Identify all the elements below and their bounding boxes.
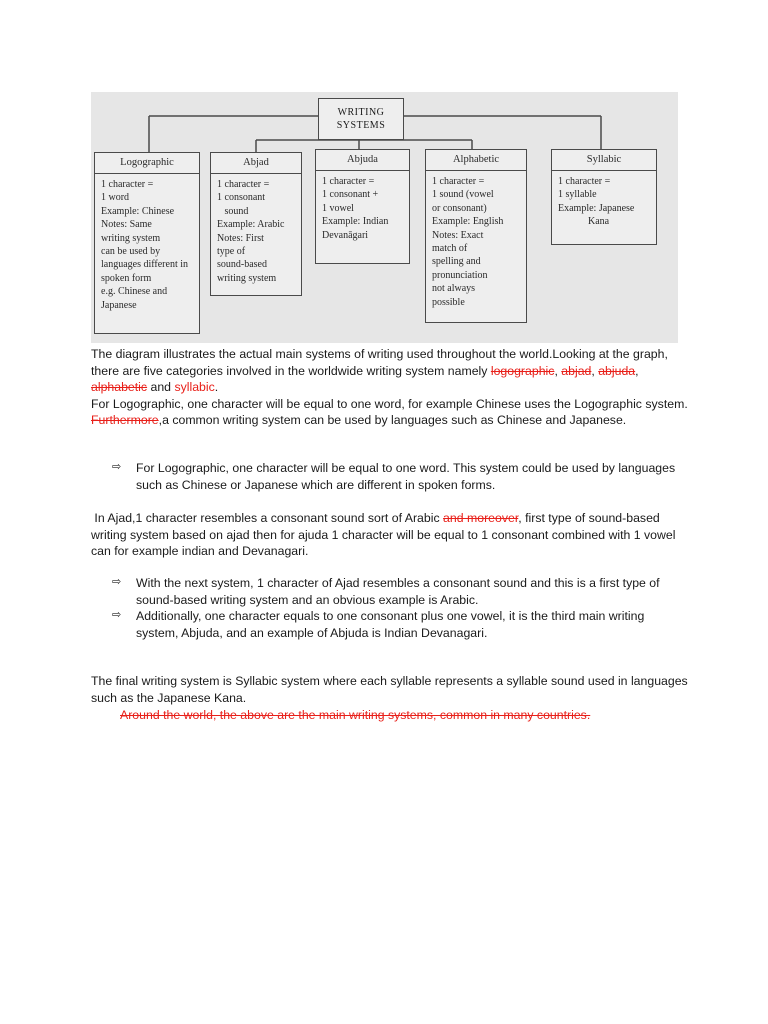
alphabetic-box xyxy=(425,149,527,323)
logographic-body xyxy=(95,174,199,312)
box-line: 1 vowel xyxy=(322,202,354,214)
box-line: not always xyxy=(432,283,476,295)
box-line: writing system xyxy=(101,232,161,244)
box-line: Example: Indian xyxy=(322,216,389,228)
box-line: pronunciation xyxy=(432,269,488,281)
box-line: writing system xyxy=(217,272,277,284)
abjad-box xyxy=(210,152,302,296)
box-line: match of xyxy=(432,243,468,255)
writing-systems-diagram xyxy=(91,92,678,343)
struck-furthermore: Furthermore xyxy=(91,413,159,428)
period: . xyxy=(214,380,219,395)
struck-alphabetic: alphabetic xyxy=(91,380,148,395)
syllabic-text: The final writing system is Syllabic system where each syllable represents a syllable sound used in languages such as the Japanese Kana. xyxy=(91,674,688,705)
box-line: Example: Arabic xyxy=(217,219,285,231)
box-line: 1 sound (vowel xyxy=(432,189,494,201)
box-line: 1 character = xyxy=(432,176,485,187)
box-line: possible xyxy=(432,296,465,308)
struck-final-sentence: Around the world, the above are the main writing systems, common in many countries. xyxy=(120,708,591,722)
intro-paragraph xyxy=(91,346,691,429)
comma: , xyxy=(635,363,639,378)
box-line: or consonant) xyxy=(432,202,487,214)
arrow-bullet-icon: ⇨ xyxy=(112,609,122,621)
final-struck-paragraph xyxy=(120,707,700,724)
box-line: 1 character = xyxy=(217,179,270,190)
syllabic-paragraph xyxy=(91,673,691,706)
bullet-logographic xyxy=(112,460,682,493)
alphabetic-body xyxy=(426,171,526,309)
alphabetic-title: Alphabetic xyxy=(426,150,526,171)
box-line: can be used by xyxy=(101,246,161,258)
box-line: Example: Japanese xyxy=(558,202,635,214)
box-line: 1 syllable xyxy=(558,189,597,201)
inserted-syllabic: syllabic xyxy=(174,380,215,395)
comma: , xyxy=(554,363,562,378)
syllabic-box xyxy=(551,149,657,245)
abjad-title: Abjad xyxy=(211,153,301,174)
abjuda-title: Abjuda xyxy=(316,150,409,171)
abjad-text-a: In Ajad,1 character resembles a consonant sound sort of Arabic xyxy=(91,511,444,525)
struck-abjad: abjad xyxy=(561,363,592,378)
box-line: Kana xyxy=(558,216,610,228)
box-line: sound xyxy=(217,205,249,217)
struck-and-moreover: and moreover xyxy=(443,511,519,525)
abjad-body xyxy=(211,174,301,285)
abjad-text-b: , first type of sound-based writing system based on ajad then for ajuda 1 character will be equal to 1 consonant combined with 1 vowel can for example indian and Devanagari. xyxy=(91,511,676,559)
intro-text: The diagram illustrates the actual main systems of writing used throughout the world.Looking at the graph, there are five categories involved in the worldwide writing system namely xyxy=(91,347,668,378)
syllabic-title: Syllabic xyxy=(552,150,656,171)
abjuda-body xyxy=(316,171,409,242)
box-line: type of xyxy=(217,246,246,258)
box-line: sound-based xyxy=(217,259,267,271)
bullet-text: With the next system, 1 character of Ajad resembles a consonant sound and this is a first type of sound-based writing system and an obvious example is Arabic. xyxy=(136,576,660,607)
box-line: 1 consonant xyxy=(217,192,266,204)
box-line: languages different in xyxy=(101,259,189,271)
box-line: 1 word xyxy=(101,192,130,204)
struck-logographic: logographic xyxy=(490,363,555,378)
box-line: 1 character = xyxy=(322,176,375,187)
syllabic-body xyxy=(552,171,656,229)
bullet-abjad xyxy=(112,575,682,608)
bullet-abjuda xyxy=(112,608,682,641)
root-line-1: WRITING xyxy=(337,107,385,118)
logographic-title: Logographic xyxy=(95,153,199,174)
logographic-sentence-end: ,a common writing system can be used by languages such as Chinese and Japanese. xyxy=(158,413,627,428)
arrow-bullet-icon: ⇨ xyxy=(112,576,122,588)
box-line: Japanese xyxy=(101,299,137,311)
and-text: and xyxy=(147,380,175,395)
box-line: 1 character = xyxy=(101,179,154,190)
logographic-sentence: For Logographic, one character will be equal to one word, for example Chinese uses the Logographic system. xyxy=(91,396,688,411)
box-line: spoken form xyxy=(101,272,152,284)
logographic-box xyxy=(94,152,200,334)
box-line: Example: Chinese xyxy=(101,205,175,217)
bullet-text: For Logographic, one character will be equal to one word. This system could be used by languages such as Chinese or Japanese which are different in spoken forms. xyxy=(136,461,676,492)
struck-abjuda: abjuda xyxy=(598,363,636,378)
box-line: Devanāgari xyxy=(322,229,369,241)
box-line: spelling and xyxy=(432,256,481,268)
comma: , xyxy=(591,363,599,378)
box-line: Notes: Exact xyxy=(432,229,484,241)
arrow-bullet-icon: ⇨ xyxy=(112,461,122,473)
root-line-2: SYSTEMS xyxy=(336,120,386,131)
abjuda-box xyxy=(315,149,410,264)
box-line: Notes: Same xyxy=(101,219,152,231)
box-line: Notes: First xyxy=(217,232,264,244)
box-line: 1 consonant + xyxy=(322,189,379,201)
box-line: Example: English xyxy=(432,216,504,228)
abjad-paragraph xyxy=(91,510,691,560)
bullet-text: Additionally, one character equals to one consonant plus one vowel, it is the third main writing system, Abjuda, and an example of Abjuda is Indian Devanagari. xyxy=(136,609,645,640)
box-line: e.g. Chinese and xyxy=(101,286,168,298)
writing-systems-root-box xyxy=(318,98,404,140)
box-line: 1 character = xyxy=(558,176,611,187)
